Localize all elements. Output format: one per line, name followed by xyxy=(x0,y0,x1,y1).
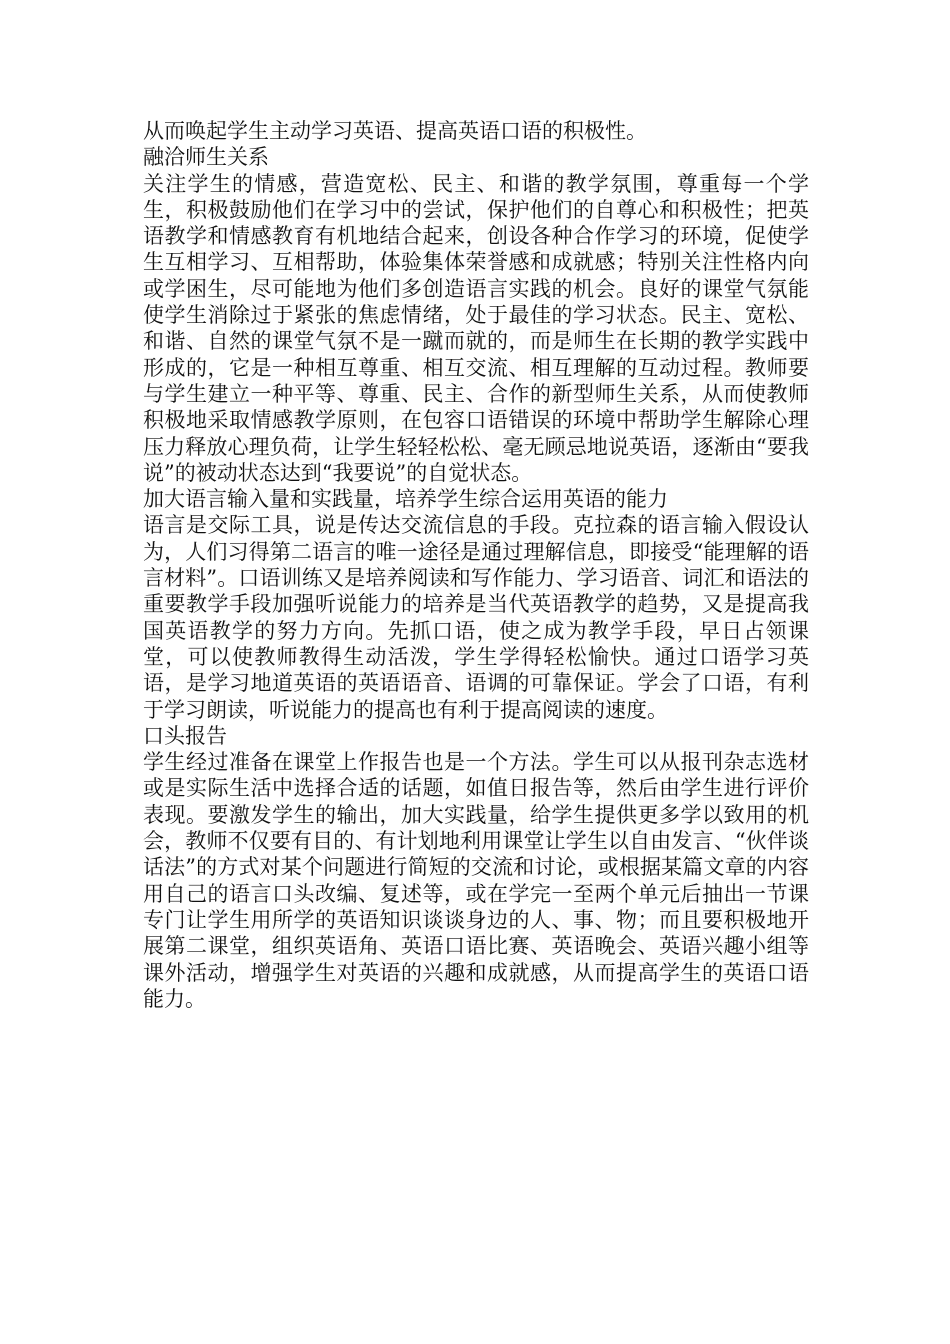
document-body xyxy=(143,118,809,1012)
section-paragraph-language-input: 语言是交际工具，说是传达交流信息的手段。克拉森的语言输入假设认为，人们习得第二语言的唯一途径是通过理解信息，即接受“能理解的语言材料”。口语训练又是培养阅读和写作能力、学习语音、词汇和语法的重要教学手段加强听说能力的培养是当代英语教学的趋势，又是提高我国英语教学的努力方向。先抓口语，使之成为教学手段，早日占领课堂，可以使教师教得生动活泼，学生学得轻松愉快。通过口语学习英语，是学习地道英语的英语语音、语调的可靠保证。学会了口语，有利于学习朗读，听说能力的提高也有利于提高阅读的速度。 xyxy=(143,513,809,722)
section-heading-oral-report: 口头报告 xyxy=(143,723,227,748)
section-paragraph-teacher-student-relationship: 关注学生的情感，营造宽松、民主、和谐的教学氛围，尊重每一个学生，积极鼓励他们在学习中的尝试，保护他们的自尊心和积极性；把英语教学和情感教育有机地结合起来，创设各种合作学习的环境，促使学生互相学习、互相帮助，体验集体荣誉感和成就感；特别关注性格内向或学困生，尽可能地为他们多创造语言实践的机会。良好的课堂气氛能使学生消除过于紧张的焦虑情绪，处于最佳的学习状态。民主、宽松、和谐、自然的课堂气氛不是一蹴而就的，而是师生在长期的教学实践中形成的，它是一种相互尊重、相互交流、相互理解的互动过程。教师要与学生建立一种平等、尊重、民主、合作的新型师生关系，从而使教师积极地采取情感教学原则，在包容口语错误的环境中帮助学生解除心理压力释放心理负荷，让学生轻轻松松、毫无顾忌地说英语，逐渐由“要我说”的被动状态达到“我要说”的自觉状态。 xyxy=(143,171,809,485)
intro-paragraph: 从而唤起学生主动学习英语、提高英语口语的积极性。 xyxy=(143,119,647,143)
section-heading-teacher-student-relationship: 融洽师生关系 xyxy=(143,145,269,170)
section-paragraph-oral-report: 学生经过准备在课堂上作报告也是一个方法。学生可以从报刊杂志选材或是实际生活中选择合适的话题，如值日报告等，然后由学生进行评价表现。要激发学生的输出，加大实践量，给学生提供更多学以致用的机会，教师不仅要有目的、有计划地利用课堂让学生以自由发言、“伙伴谈话法”的方式对某个问题进行简短的交流和讨论，或根据某篇文章的内容用自己的语言口头改编、复述等，或在学完一至两个单元后抽出一节课专门让学生用所学的英语知识谈谈身边的人、事、物；而且要积极地开展第二课堂，组织英语角、英语口语比赛、英语晚会、英语兴趣小组等课外活动，增强学生对英语的兴趣和成就感，从而提高学生的英语口语能力。 xyxy=(143,750,809,1011)
section-heading-language-input: 加大语言输入量和实践量，培养学生综合运用英语的能力 xyxy=(143,487,668,512)
